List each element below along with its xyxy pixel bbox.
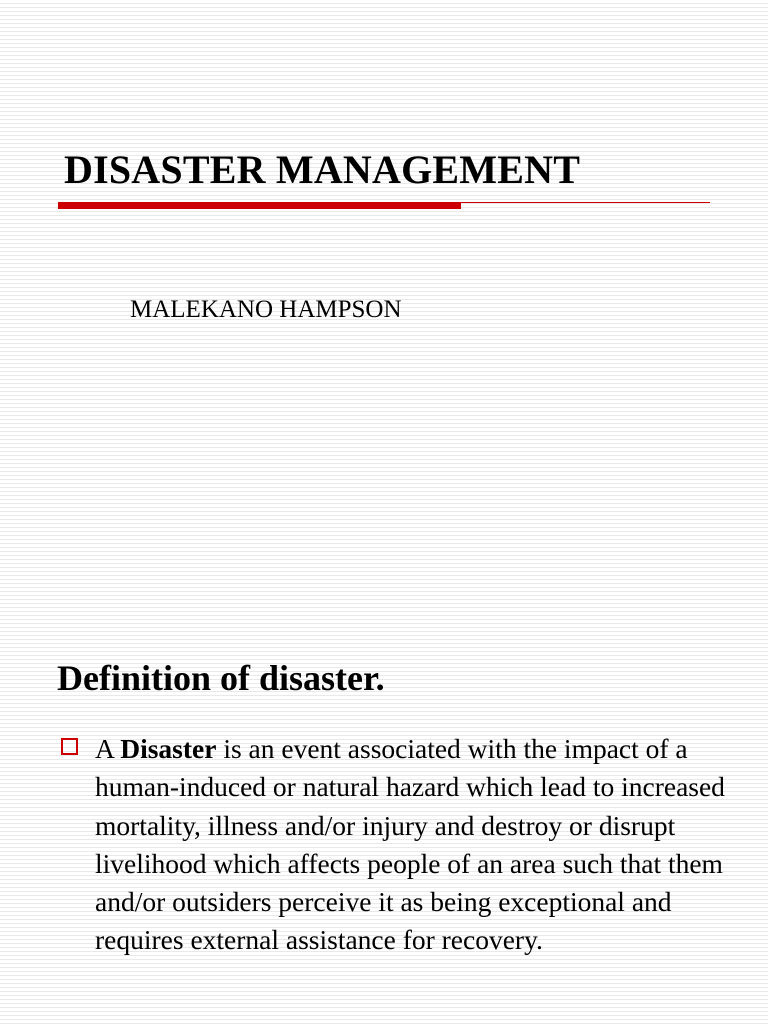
bullet-body-text: is an event associated with the impact of a human-induced or natural hazard which lead to increased mortality, illness and/or injury and destroy or disrupt livelihood which affects people of an area such that them and/or outsiders perceive it as being exceptional and requires external assistance for recovery. [95, 733, 725, 956]
definition-bullet [95, 730, 745, 960]
bullet-key-term: Disaster [120, 733, 217, 764]
slide-title: DISASTER MANAGEMENT [64, 147, 581, 192]
definition-slide [0, 512, 768, 1024]
author-name: MALEKANO HAMPSON [130, 296, 402, 323]
bullet-lead-word: A [95, 733, 114, 764]
title-underline-thin [461, 202, 710, 203]
slide-heading: Definition of disaster. [57, 658, 385, 698]
hollow-square-bullet-icon [61, 738, 78, 755]
title-underline-thick [58, 202, 461, 209]
